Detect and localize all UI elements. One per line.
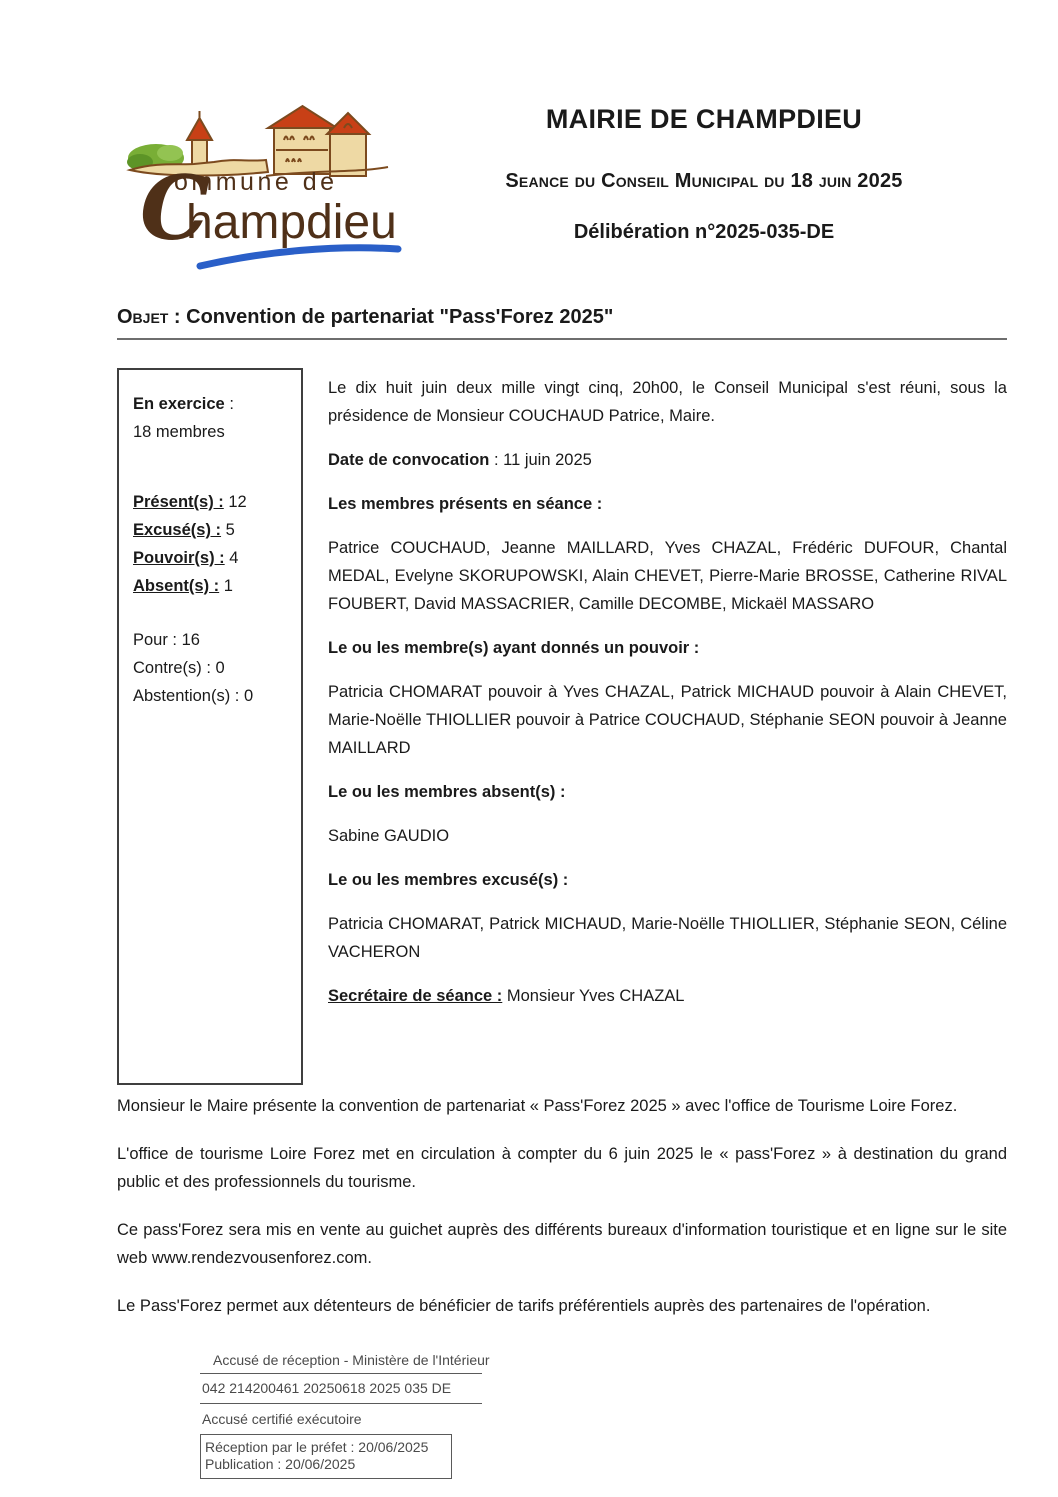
stamp-line-reception: Accusé de réception - Ministère de l'Intérieur [213, 1352, 490, 1368]
present-label: Présent(s) : [133, 493, 224, 511]
pouvoirs-list: Patricia CHOMARAT pouvoir à Yves CHAZAL, Patrick MICHAUD pouvoir à Alain CHEVET, Marie-Noëlle THIOLLIER pouvoir à Patrice COUCHAUD, Stéphanie SEON pouvoir à Jeanne MAILLARD [328, 683, 1007, 757]
stamp-prefet-date: Réception par le préfet : 20/06/2025 [205, 1439, 429, 1455]
excuse-label: Excusé(s) : [133, 521, 222, 539]
en-exercice-line [133, 390, 293, 418]
convocation-label: Date de convocation [328, 451, 490, 469]
absents-list: Sabine GAUDIO [328, 827, 450, 845]
pouvoir-value: 4 [224, 549, 239, 567]
pouvoirs-heading: Le ou les membre(s) ayant donnés un pouvoir : [328, 639, 700, 657]
pouvoir-label: Pouvoir(s) : [133, 549, 225, 567]
seance-subtitle: Seance du Conseil Municipal du 18 juin 2025 [505, 170, 903, 192]
stamp-divider-bottom [200, 1403, 482, 1404]
body-paragraph-3: Ce pass'Forez sera mis en vente au guichet auprès des différents bureaux d'information touristique et en ligne sur le site web www.rendezvousenforez.com. [117, 1221, 1007, 1267]
page-title: MAIRIE DE CHAMPDIEU [545, 104, 863, 134]
stamp-divider-top [200, 1373, 482, 1374]
excuses-heading: Le ou les membres excusé(s) : [328, 871, 569, 889]
secretaire-value: Monsieur Yves CHAZAL [502, 987, 685, 1005]
excuse-count [133, 516, 293, 544]
secretaire-line [328, 982, 1007, 1010]
pouvoir-count [133, 544, 293, 572]
tally-abstention: Abstention(s) : 0 [133, 687, 254, 705]
presents-heading: Les membres présents en séance : [328, 495, 603, 513]
document-header [408, 104, 1000, 244]
body-paragraph-1: Monsieur le Maire présente la convention de partenariat « Pass'Forez 2025 » avec l'office de Tourisme Loire Forez. [117, 1097, 958, 1115]
absent-label: Absent(s) : [133, 577, 220, 595]
objet-heading [117, 306, 1007, 340]
deliberation-number: Délibération n°2025-035-DE [573, 221, 835, 243]
present-value: 12 [223, 493, 247, 511]
commune-logo [116, 98, 404, 276]
logo-church-icon [268, 106, 369, 176]
convocation-line [328, 446, 1007, 474]
tally-pour: Pour : 16 [133, 631, 200, 649]
stamp-publication-date: Publication : 20/06/2025 [205, 1456, 356, 1472]
stamp-reference-code: 042 214200461 20250618 2025 035 DE [202, 1380, 452, 1396]
absent-value: 1 [219, 577, 233, 595]
tally-contre: Contre(s) : 0 [133, 659, 225, 677]
logo-text-commune-de: ommune de [174, 168, 338, 196]
logo-text-champdieu: hampdieu [186, 196, 397, 249]
convocation-value: : 11 juin 2025 [489, 451, 592, 469]
objet-label: Objet [117, 306, 169, 328]
excuses-list: Patricia CHOMARAT, Patrick MICHAUD, Marie-Noëlle THIOLLIER, Stéphanie SEON, Céline VACHERON [328, 915, 1007, 961]
en-exercice-colon: : [224, 395, 234, 413]
commune-logo-illustration [116, 98, 404, 276]
reception-stamp [200, 1352, 490, 1479]
vote-tallies [133, 626, 293, 710]
body-paragraph-4: Le Pass'Forez permet aux détenteurs de bénéficier de tarifs préférentiels auprès des partenaires de l'opération. [117, 1297, 931, 1315]
logo-text-initial: C [140, 156, 211, 260]
present-count [133, 488, 293, 516]
logo-blue-swoosh-icon [200, 247, 398, 266]
absent-count [133, 572, 293, 600]
session-intro: Le dix huit juin deux mille vingt cinq, 20h00, le Conseil Municipal s'est réuni, sous la présidence de Monsieur COUCHAUD Patrice, Maire. [328, 379, 1007, 425]
session-details [328, 374, 1007, 1026]
stamp-dates-box [200, 1434, 452, 1479]
stamp-line-executoire: Accusé certifié exécutoire [202, 1411, 362, 1427]
presents-list: Patrice COUCHAUD, Jeanne MAILLARD, Yves CHAZAL, Frédéric DUFOUR, Chantal MEDAL, Evelyne SKORUPOWSKI, Alain CHEVET, Pierre-Marie BROSSE, Catherine RIVAL FOUBERT, David MASSACRIER, Camille DECOMBE, Mickaël MASSARO [328, 539, 1007, 613]
objet-separator: : [168, 306, 187, 328]
secretaire-label: Secrétaire de séance : [328, 987, 503, 1005]
deliberation-body [117, 1092, 1007, 1340]
body-paragraph-2: L'office de tourisme Loire Forez met en circulation à compter du 6 juin 2025 le « pass'Forez » à destination du grand public et des professionnels du tourisme. [117, 1145, 1007, 1191]
vote-summary-box [117, 368, 303, 1085]
attendance-counts [133, 488, 293, 600]
excuse-value: 5 [221, 521, 235, 539]
absents-heading: Le ou les membres absent(s) : [328, 783, 566, 801]
en-exercice-label: En exercice [133, 395, 225, 413]
en-exercice-value: 18 membres [133, 423, 225, 441]
objet-text: Convention de partenariat "Pass'Forez 2025" [186, 306, 614, 328]
